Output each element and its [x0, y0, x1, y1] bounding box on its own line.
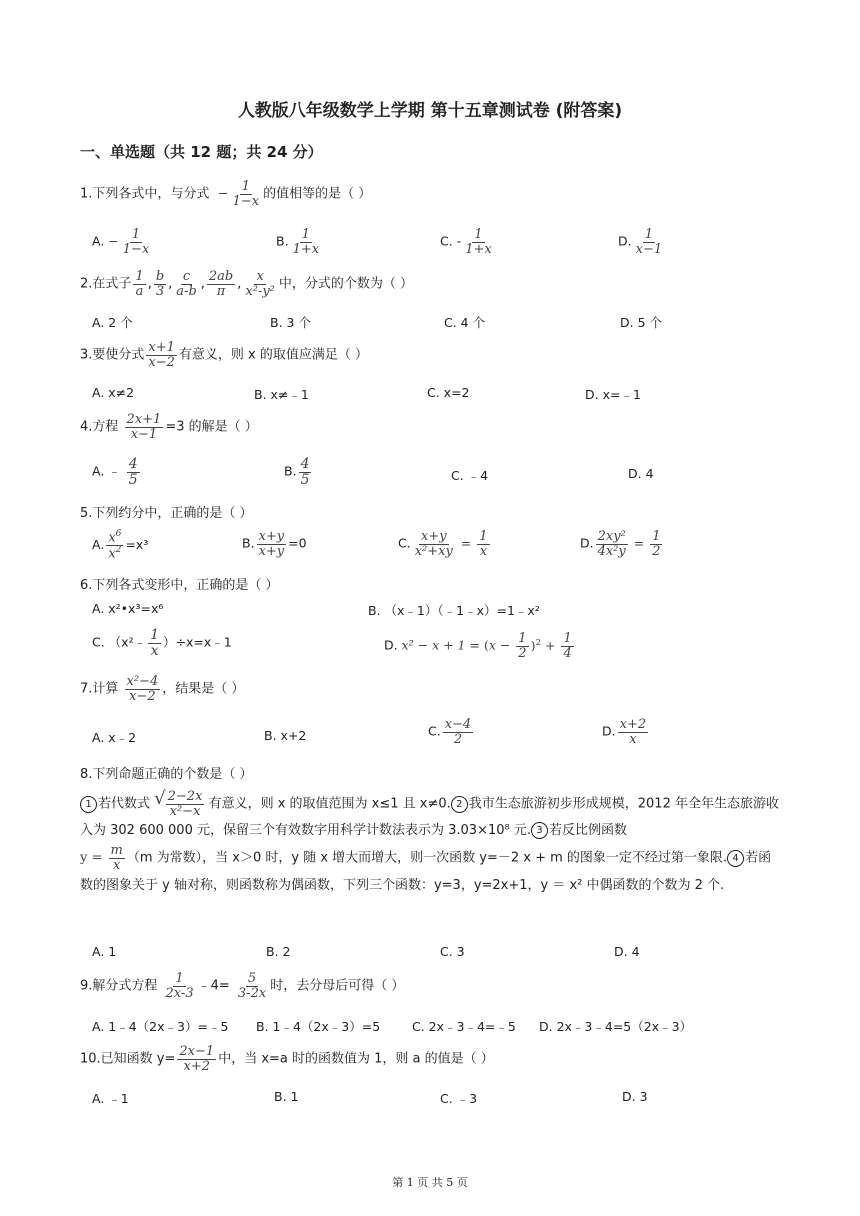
q8-option-d[interactable]: D. 4 [614, 944, 640, 959]
page-footer: 第 1 页 共 5 页 [392, 1176, 468, 1189]
q9-option-c[interactable]: C. 2x﹣3﹣4=﹣5 [412, 1019, 516, 1034]
question-8-statements: 1 若代数式 √ $\frac{2-2x}{\text{x²−x}}$ 有意义，则 x 的取值范围为 x≤1 且 x≠0. 2 我市生态旅游初步形成规模，2012 年全年生态旅游收入为 302 600 000 元，保留三个有效数字用科学计数法表示为 3.03×10⁸ 元. 3 若反比例函数 y = $\frac{m}{x}$ （m 为常数），当 x＞0 时，y 随 x 增大而增大，则一次函数 y=－2 x + m 的图象一定不经过第一象限. 4 若函数的图象关于 y 轴对称，则函数称为偶函数，下列三个函数：y=3，y=2x+1，y ＝ x² 中偶函数的个数为 2 个. [80, 788, 779, 893]
q3-option-b[interactable]: B. x≠﹣1 [254, 387, 309, 402]
q8-option-c[interactable]: C. 3 [440, 944, 465, 959]
question-9: 9.解分式方程 $\frac{1}{2x-3}$ ﹣4= $\frac{5}{3-2x}$ 时，去分母后可得（ ） [80, 971, 405, 1001]
q6-option-a[interactable]: A. x²•x³=x⁶ [92, 601, 164, 616]
q5-option-a[interactable]: A. $\frac{x^6}{x^2}$ =x³ [92, 529, 149, 562]
q5-option-c[interactable]: C. $\frac{x+y}{\text{x²+xy}}$ = $\frac{1}{x}$ [398, 529, 488, 559]
q3-option-d[interactable]: D. x=﹣1 [585, 387, 641, 402]
question-3: 3.要使分式 $\frac{x+1}{x-2}$ 有意义，则 x 的取值应满足（ ） [80, 340, 368, 370]
q7-option-d[interactable]: D. $\frac{x+2}{x}$ [602, 717, 647, 747]
q1-option-a[interactable]: A. − $\frac{1}{1-x}$ [92, 227, 150, 257]
question-1-stem-tail: 的值相等的是（ ） [263, 186, 372, 202]
q7-option-a[interactable]: A. x﹣2 [92, 730, 137, 745]
question-10: 10.已知函数 y= $\frac{2x-1}{x+2}$ 中，当 x=a 时的函数值为 1，则 a 的值是（ ） [80, 1044, 494, 1074]
q4-option-d[interactable]: D. 4 [628, 466, 654, 481]
q2-option-d[interactable]: D. 5 个 [620, 315, 662, 330]
question-4: 4.方程 $\frac{2x+1}{x-1}$ =3 的解是（ ） [80, 412, 258, 442]
question-6: 6.下列各式变形中，正确的是（ ） [80, 578, 279, 593]
q4-option-c[interactable]: C. ﹣4 [451, 468, 489, 483]
question-1-stem: 1.下列各式中，与分式 [80, 186, 210, 202]
q1-option-b[interactable]: B. $\frac{1}{1+x}$ [276, 227, 320, 257]
q10-option-d[interactable]: D. 3 [622, 1089, 648, 1104]
q3-option-a[interactable]: A. x≠2 [92, 385, 135, 400]
question-1: 1.下列各式中，与分式 − $\frac{1}{1-x}$ 的值相等的是（ ） [80, 179, 372, 209]
q3-option-c[interactable]: C. x=2 [427, 385, 470, 400]
q1-option-c[interactable]: C. - $\frac{1}{1+x}$ [440, 227, 492, 257]
q9-option-b[interactable]: B. 1﹣4（2x﹣3）=5 [256, 1019, 381, 1034]
q7-option-c[interactable]: C. $\frac{x-4}{2}$ [428, 717, 472, 747]
question-2: 2.在式子 $\frac{1}{a}$ , $\frac{b}{3}$ , $\frac{c}{a-b}$ , $\frac{2ab}{\pi}$ , $\frac{x}{\text{x²-y²}}$ 中，分式的个数为（ ） [80, 269, 414, 299]
page-title: 人教版八年级数学上学期 第十五章测试卷 (附答案) [237, 101, 623, 121]
q7-option-b[interactable]: B. x+2 [264, 728, 307, 743]
question-7: 7.计算 $\frac{\text{x²−4}}{x-2}$ ，结果是（ ） [80, 674, 245, 704]
section-heading: 一、单选题（共 12 题；共 24 分） [80, 143, 323, 161]
q2-option-c[interactable]: C. 4 个 [444, 315, 486, 330]
q5-option-d[interactable]: D. $\frac{\text{2xy²}}{\text{4x²y}}$ = $\frac{1}{2}$ [580, 529, 661, 559]
q4-option-b[interactable]: B. $\frac{4}{5}$ [284, 456, 310, 488]
q10-option-a[interactable]: A. ﹣1 [92, 1091, 129, 1106]
q9-option-d[interactable]: D. 2x﹣3﹣4=5（2x﹣3） [539, 1019, 693, 1034]
question-8: 8.下列命题正确的个数是（ ） [80, 767, 253, 782]
q10-option-c[interactable]: C. ﹣3 [440, 1091, 478, 1106]
q6-option-c[interactable]: C. （x²﹣ $\frac{1}{x}$ ）÷x=x﹣1 [92, 627, 232, 659]
q8-option-b[interactable]: B. 2 [266, 944, 291, 959]
q2-option-b[interactable]: B. 3 个 [270, 315, 311, 330]
q2-option-a[interactable]: A. 2 个 [92, 315, 133, 330]
question-5: 5.下列约分中，正确的是（ ） [80, 506, 253, 521]
q6-option-b[interactable]: B. （x﹣1）（﹣1﹣x）=1﹣x² [368, 603, 540, 618]
q8-option-a[interactable]: A. 1 [92, 944, 117, 959]
q4-option-a[interactable]: A. ﹣ $\frac{4}{5}$ [92, 456, 138, 488]
q6-option-d[interactable]: D. x² − x + 1 = (x − $\frac{1}{2}$ )$^2$ + $\frac{1}{4}$ [384, 631, 572, 661]
q1-option-d[interactable]: D. $\frac{1}{x-1}$ [618, 227, 663, 257]
q5-option-b[interactable]: B. $\frac{x+y}{x+y}$ =0 [242, 529, 307, 559]
q9-option-a[interactable]: A. 1﹣4（2x﹣3）=﹣5 [92, 1019, 229, 1034]
q10-option-b[interactable]: B. 1 [274, 1089, 299, 1104]
